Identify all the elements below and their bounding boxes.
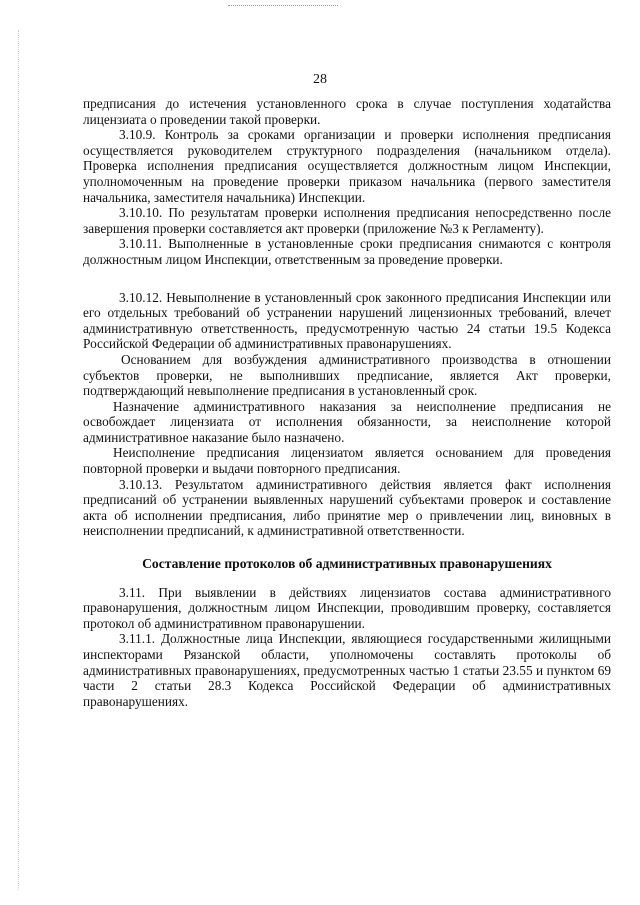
scan-artifact-edge — [18, 30, 19, 890]
scan-artifact-top — [228, 5, 338, 6]
section-heading: Составление протоколов об административных правонарушениях — [142, 556, 552, 572]
document-body — [83, 96, 611, 709]
page-number: 28 — [313, 72, 327, 87]
paragraph-3-10-11: 3.10.11. Выполненные в установленные сроки предписания снимаются с контроля должностным лицом Инспекции, ответственным за проведение проверки. — [83, 236, 611, 267]
paragraph-non-execution: Неисполнение предписания лицензиатом является основанием для проведения повторной проверки и выдачи повторного предписания. — [83, 445, 611, 477]
paragraph-grounds: Основанием для возбуждения административного производства в отношении субъектов проверки, не выполнивших предписание, является Акт проверки, подтверждающий невыполнение предписания в установленный срок. — [83, 351, 611, 399]
paragraph-penalty: Назначение административного наказания за неисполнение предписания не освобождает лицензиата от исполнения обязанности, за неисполнение которой административное наказание было назначено. — [83, 398, 611, 445]
paragraph-3-10-9: 3.10.9. Контроль за сроками организации и проверки исполнения предписания осуществляется руководителем структурного подразделения (начальником отдела). Проверка исполнения предписания осуществляется должностным лицом Инспекции, уполномоченным на проведение проверки приказом начальника (первого заместителя начальника, заместителя начальника) Инспекции. — [83, 127, 611, 205]
paragraph-continuation: предписания до истечения установленного срока в случае поступления ходатайства лицензиата о проведении такой проверки. — [83, 96, 611, 127]
paragraph-3-10-10: 3.10.10. По результатам проверки исполнения предписания непосредственно после завершения проверки составляется акт проверки (приложение №3 к Регламенту). — [83, 205, 611, 236]
paragraph-3-10-12: 3.10.12. Невыполнение в установленный срок законного предписания Инспекции или его отдельных требований об устранении нарушений лицензионных требований, влечет административную ответственность, предусмотренную частью 24 статьи 19.5 Кодекса Российской Федерации об административных правонарушениях. — [83, 289, 611, 352]
paragraph-3-11-1: 3.11.1. Должностные лица Инспекции, являющиеся государственными жилищными инспекторами Рязанской области, уполномочены составлять протоколы об административных правонарушениях, предусмотренных частью 1 статьи 23.55 и пунктом 69 части 2 статьи 28.3 Кодекса Российской Федерации об административных правонарушениях. — [83, 631, 611, 709]
paragraph-3-10-13: 3.10.13. Результатом административного действия является факт исполнения предписаний об устранении выявленных нарушений субъектами проверок и составление акта об исполнении предписания, либо принятие мер о привлечении лиц, виновных в неисполнении предписаний, к административной ответственности. — [83, 476, 611, 539]
paragraph-3-11: 3.11. При выявлении в действиях лицензиатов состава административного правонарушения, должностным лицом Инспекции, проводившим проверку, составляется протокол об административном правонарушении. — [83, 584, 611, 631]
